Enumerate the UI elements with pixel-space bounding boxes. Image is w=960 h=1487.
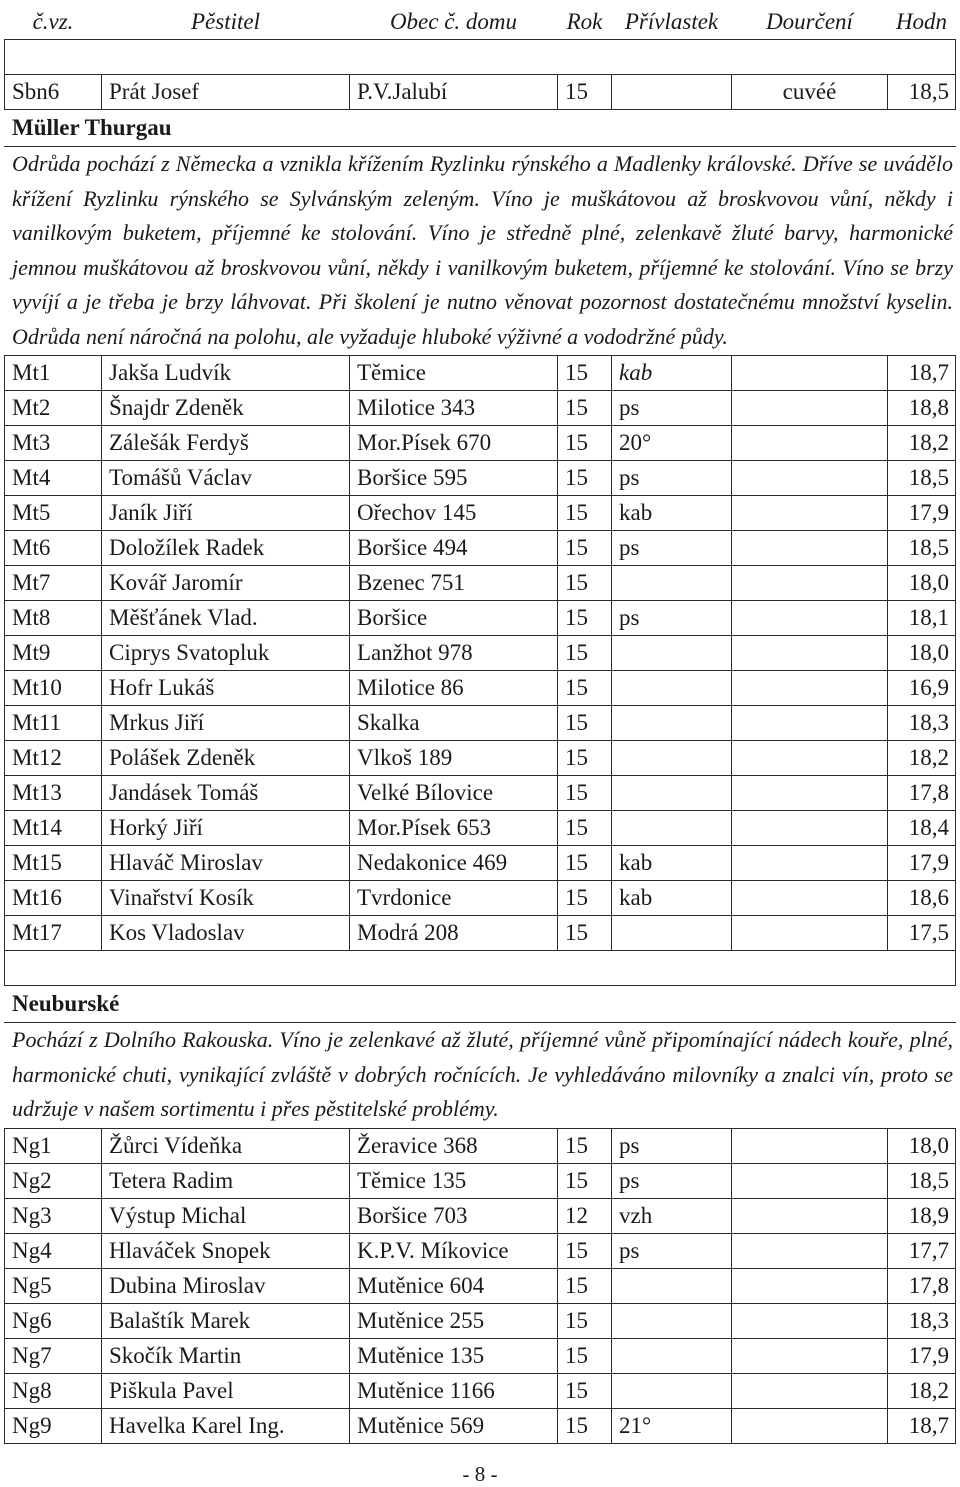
grower-name-cell: Polášek Zdeněk [102,741,350,776]
attribute-cell [612,916,732,951]
attribute-cell [612,1303,732,1338]
village-cell: Lanžhot 978 [350,636,558,671]
sample-id-cell: Ng7 [5,1338,102,1373]
table-header-row [5,5,956,40]
score-cell: 18,3 [888,706,956,741]
table-row [5,706,956,741]
year-cell: 15 [558,75,612,110]
village-cell: Tvrdonice [350,881,558,916]
year-cell: 15 [558,811,612,846]
specification-cell [732,776,888,811]
year-cell: 15 [558,1233,612,1268]
specification-cell [732,636,888,671]
specification-cell [732,1198,888,1233]
village-cell: Žeravice 368 [350,1128,558,1163]
village-cell: Mutěnice 1166 [350,1373,558,1408]
table-row [5,1163,956,1198]
table-row [5,741,956,776]
attribute-cell: ps [612,1233,732,1268]
village-cell: P.V.Jalubí [350,75,558,110]
grower-name-cell: Tetera Radim [102,1163,350,1198]
year-cell: 15 [558,916,612,951]
grower-name-cell: Jandásek Tomáš [102,776,350,811]
grower-name-cell: Dubina Miroslav [102,1268,350,1303]
sample-id-cell: Mt2 [5,391,102,426]
sample-id-cell: Mt13 [5,776,102,811]
year-cell: 15 [558,1338,612,1373]
header-village: Obec č. domu [350,5,558,40]
sample-id-cell: Mt1 [5,356,102,391]
sample-id-cell: Ng5 [5,1268,102,1303]
village-cell: Boršice 595 [350,461,558,496]
grower-name-cell: Balaštík Marek [102,1303,350,1338]
score-cell: 17,5 [888,916,956,951]
specification-cell [732,601,888,636]
attribute-cell: ps [612,531,732,566]
year-cell: 15 [558,531,612,566]
village-cell: Ořechov 145 [350,496,558,531]
score-cell: 17,8 [888,776,956,811]
table-row [5,636,956,671]
year-cell: 15 [558,636,612,671]
specification-cell [732,566,888,601]
specification-cell [732,881,888,916]
table-row [5,881,956,916]
village-cell: Boršice 703 [350,1198,558,1233]
score-cell: 16,9 [888,671,956,706]
score-cell: 18,2 [888,1373,956,1408]
village-cell: Skalka [350,706,558,741]
table-row [5,1373,956,1408]
variety-description: Odrůda pochází z Německa a vznikla křížením Ryzlinku rýnského a Madlenky královské. Dříve se uvádělo křížení Ryzlinku rýnského se Sylvánským zeleným. Víno je muškátovou až broskvovou vůní, někdy i vanilkovým buketem, příjemné ke stolování. Víno je středně plné, zelenkavě žluté barvy, harmonické jemnou muškátovou až broskvovou vůní, někdy i vanilkovým buketem, příjemné ke stolování. Víno se brzy vyvíjí a je třeba je brzy láhvovat. Při školení je nutno věnovat pozornost dostatečnému množství kyselin. Odrůda není náročná na polohu, ale vyžaduje hluboké výživné a vododržné půdy. [5,147,956,356]
village-cell: Bzenec 751 [350,566,558,601]
header-sample-no: č.vz. [5,5,102,40]
specification-cell [732,741,888,776]
table-row [5,1338,956,1373]
sample-id-cell: Ng9 [5,1408,102,1443]
table-row [5,461,956,496]
sample-id-cell: Mt17 [5,916,102,951]
attribute-cell: ps [612,601,732,636]
attribute-cell [612,1373,732,1408]
grower-name-cell: Jakša Ludvík [102,356,350,391]
village-cell: Těmice [350,356,558,391]
specification-cell [732,461,888,496]
score-cell: 18,5 [888,461,956,496]
table-row [5,811,956,846]
grower-name-cell: Hlaváček Snopek [102,1233,350,1268]
sample-id-cell: Mt6 [5,531,102,566]
attribute-cell: kab [612,846,732,881]
variety-description-row [5,147,956,356]
specification-cell [732,1303,888,1338]
specification-cell [732,531,888,566]
table-row [5,1198,956,1233]
variety-title: Müller Thurgau [5,110,956,147]
village-cell: Mor.Písek 670 [350,426,558,461]
specification-cell [732,916,888,951]
page-number: - 8 - [462,1462,498,1486]
table-row [5,1303,956,1338]
specification-cell [732,356,888,391]
score-cell: 18,7 [888,356,956,391]
year-cell: 15 [558,566,612,601]
village-cell: Mutěnice 255 [350,1303,558,1338]
year-cell: 15 [558,1408,612,1443]
score-cell: 18,5 [888,531,956,566]
table-row [5,566,956,601]
grower-name-cell: Ciprys Svatopluk [102,636,350,671]
sample-id-cell: Mt15 [5,846,102,881]
score-cell: 18,2 [888,426,956,461]
attribute-cell: 21° [612,1408,732,1443]
year-cell: 15 [558,461,612,496]
grower-name-cell: Kovář Jaromír [102,566,350,601]
year-cell: 15 [558,1128,612,1163]
spacer-row [5,40,956,75]
table-row [5,1408,956,1443]
year-cell: 15 [558,741,612,776]
score-cell: 17,9 [888,1338,956,1373]
year-cell: 15 [558,496,612,531]
specification-cell [732,811,888,846]
score-cell: 18,2 [888,741,956,776]
attribute-cell: ps [612,461,732,496]
attribute-cell [612,1338,732,1373]
header-specification: Dourčení [732,5,888,40]
table-row [5,671,956,706]
attribute-cell: 20° [612,426,732,461]
specification-cell [732,1163,888,1198]
attribute-cell [612,566,732,601]
score-cell: 18,9 [888,1198,956,1233]
score-cell: 18,1 [888,601,956,636]
score-cell: 17,9 [888,496,956,531]
score-cell: 17,9 [888,846,956,881]
header-attribute: Přívlastek [612,5,732,40]
year-cell: 15 [558,1373,612,1408]
grower-name-cell: Horký Jiří [102,811,350,846]
grower-name-cell: Prát Josef [102,75,350,110]
specification-cell [732,1268,888,1303]
village-cell: K.P.V. Míkovice [350,1233,558,1268]
sample-id-cell: Mt4 [5,461,102,496]
table-row [5,601,956,636]
village-cell: Modrá 208 [350,916,558,951]
score-cell: 18,5 [888,1163,956,1198]
sample-id-cell: Mt9 [5,636,102,671]
grower-name-cell: Skočík Martin [102,1338,350,1373]
specification-cell [732,426,888,461]
attribute-cell [612,776,732,811]
sample-id-cell: Mt8 [5,601,102,636]
year-cell: 15 [558,426,612,461]
attribute-cell [612,811,732,846]
attribute-cell [612,706,732,741]
table-row [5,531,956,566]
attribute-cell [612,636,732,671]
village-cell: Boršice 494 [350,531,558,566]
variety-description-row [5,1023,956,1129]
header-grower: Pěstitel [102,5,350,40]
table-row [5,916,956,951]
grower-name-cell: Šnajdr Zdeněk [102,391,350,426]
village-cell: Mutěnice 604 [350,1268,558,1303]
attribute-cell: ps [612,1163,732,1198]
grower-name-cell: Tomášů Václav [102,461,350,496]
attribute-cell [612,75,732,110]
year-cell: 15 [558,356,612,391]
score-cell: 18,3 [888,1303,956,1338]
variety-title: Neuburské [5,986,956,1023]
table-row [5,391,956,426]
attribute-cell: ps [612,391,732,426]
table-row [5,846,956,881]
year-cell: 15 [558,1303,612,1338]
grower-name-cell: Výstup Michal [102,1198,350,1233]
year-cell: 15 [558,706,612,741]
grower-name-cell: Doložílek Radek [102,531,350,566]
village-cell: Milotice 86 [350,671,558,706]
grower-name-cell: Havelka Karel Ing. [102,1408,350,1443]
table-row [5,1128,956,1163]
sample-id-cell: Mt5 [5,496,102,531]
grower-name-cell: Hlaváč Miroslav [102,846,350,881]
table-row [5,426,956,461]
attribute-cell: kab [612,496,732,531]
attribute-cell: kab [612,881,732,916]
score-cell: 18,8 [888,391,956,426]
score-cell: 18,0 [888,566,956,601]
year-cell: 12 [558,1198,612,1233]
specification-cell [732,846,888,881]
village-cell: Vlkoš 189 [350,741,558,776]
attribute-cell: ps [612,1128,732,1163]
score-cell: 18,7 [888,1408,956,1443]
sample-id-cell: Sbn6 [5,75,102,110]
table-row [5,1268,956,1303]
sample-id-cell: Mt10 [5,671,102,706]
grower-name-cell: Hofr Lukáš [102,671,350,706]
grower-name-cell: Mrkus Jiří [102,706,350,741]
grower-name-cell: Žůrci Vídeňka [102,1128,350,1163]
specification-cell [732,1408,888,1443]
score-cell: 18,6 [888,881,956,916]
village-cell: Mutěnice 569 [350,1408,558,1443]
table-row [5,1233,956,1268]
header-year: Rok [558,5,612,40]
variety-title-row [5,110,956,147]
attribute-cell: vzh [612,1198,732,1233]
specification-cell [732,391,888,426]
specification-cell [732,1233,888,1268]
year-cell: 15 [558,846,612,881]
variety-title-row [5,986,956,1023]
score-cell: 18,0 [888,1128,956,1163]
grower-name-cell: Kos Vladoslav [102,916,350,951]
year-cell: 15 [558,1268,612,1303]
village-cell: Boršice [350,601,558,636]
sample-id-cell: Ng8 [5,1373,102,1408]
village-cell: Mutěnice 135 [350,1338,558,1373]
sample-id-cell: Mt11 [5,706,102,741]
score-cell: 18,0 [888,636,956,671]
year-cell: 15 [558,881,612,916]
variety-description: Pochází z Dolního Rakouska. Víno je zelenkavé až žluté, příjemné vůně připomínající nádech kouře, plné, harmonické chuti, vynikající zvláště v dobrých ročnících. Je vyhledáváno milovníky a znalci vín, proto se udržuje v našem sortimentu i přes pěstitelské problémy. [5,1023,956,1129]
score-cell: 17,7 [888,1233,956,1268]
specification-cell [732,671,888,706]
village-cell: Milotice 343 [350,391,558,426]
year-cell: 15 [558,1163,612,1198]
village-cell: Velké Bílovice [350,776,558,811]
grower-name-cell: Měšťánek Vlad. [102,601,350,636]
village-cell: Nedakonice 469 [350,846,558,881]
table-row [5,496,956,531]
village-cell: Mor.Písek 653 [350,811,558,846]
document-page [4,4,955,1444]
sample-id-cell: Ng6 [5,1303,102,1338]
grower-name-cell: Zálešák Ferdyš [102,426,350,461]
attribute-cell [612,671,732,706]
year-cell: 15 [558,601,612,636]
year-cell: 15 [558,391,612,426]
year-cell: 15 [558,671,612,706]
specification-cell: cuvéé [732,75,888,110]
sample-id-cell: Mt3 [5,426,102,461]
sample-id-cell: Mt7 [5,566,102,601]
year-cell: 15 [558,776,612,811]
sample-id-cell: Ng3 [5,1198,102,1233]
specification-cell [732,1373,888,1408]
table-row [5,776,956,811]
grower-name-cell: Vinařství Kosík [102,881,350,916]
score-cell: 18,4 [888,811,956,846]
specification-cell [732,1128,888,1163]
sample-id-cell: Mt14 [5,811,102,846]
sample-id-cell: Mt12 [5,741,102,776]
sample-id-cell: Mt16 [5,881,102,916]
specification-cell [732,496,888,531]
grower-name-cell: Piškula Pavel [102,1373,350,1408]
score-cell: 18,5 [888,75,956,110]
attribute-cell [612,741,732,776]
grower-name-cell: Janík Jiří [102,496,350,531]
score-cell: 17,8 [888,1268,956,1303]
sample-id-cell: Ng1 [5,1128,102,1163]
specification-cell [732,1338,888,1373]
specification-cell [732,706,888,741]
table-row [5,75,956,110]
sample-id-cell: Ng2 [5,1163,102,1198]
attribute-cell [612,1268,732,1303]
header-score: Hodn [888,5,956,40]
spacer-row [5,951,956,986]
table-row [5,356,956,391]
attribute-cell: kab [612,356,732,391]
wine-results-table [4,4,956,1444]
village-cell: Těmice 135 [350,1163,558,1198]
sample-id-cell: Ng4 [5,1233,102,1268]
